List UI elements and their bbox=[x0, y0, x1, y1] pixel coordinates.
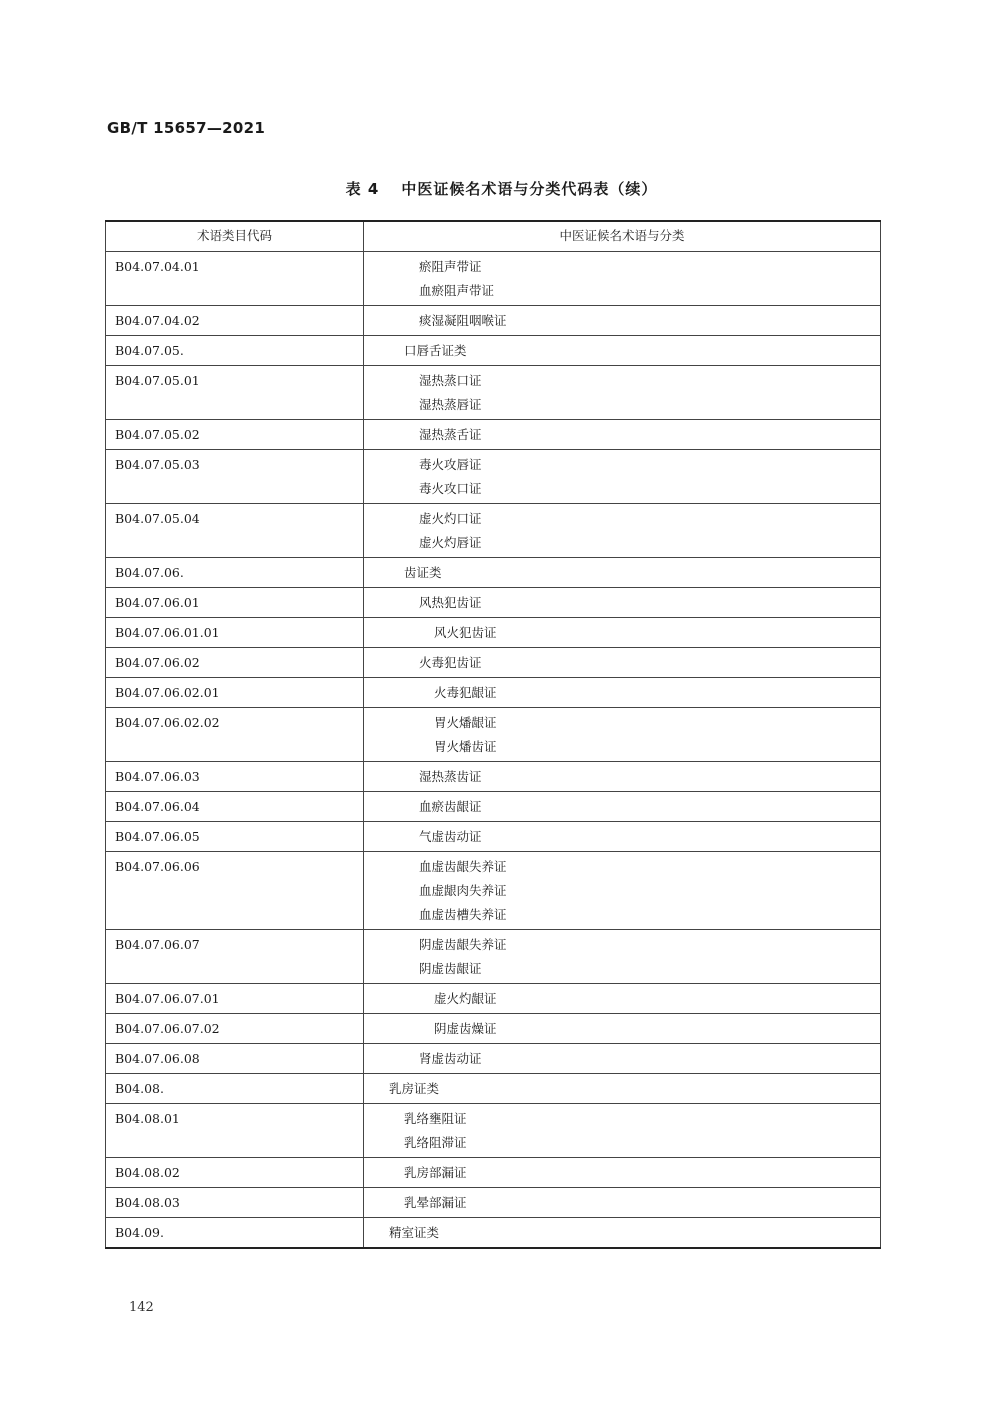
category-code: B04.07.06.04 bbox=[106, 792, 364, 822]
syndrome-term: 肾虚齿动证 bbox=[419, 1051, 482, 1066]
syndrome-term: 乳房部漏证 bbox=[404, 1165, 467, 1180]
syndrome-term: 乳晕部漏证 bbox=[404, 1195, 467, 1210]
syndrome-term: 虚火灼龈证 bbox=[434, 991, 497, 1006]
syndrome-term: 乳络阻滞证 bbox=[404, 1135, 467, 1150]
syndrome-term: 毒火攻唇证 bbox=[419, 457, 482, 472]
term-cell bbox=[364, 504, 881, 558]
term-cell bbox=[364, 366, 881, 420]
syndrome-term: 血虚齿槽失养证 bbox=[419, 907, 507, 922]
category-code: B04.07.06.08 bbox=[106, 1044, 364, 1074]
standard-code: GB/T 15657—2021 bbox=[107, 119, 266, 137]
category-code: B04.07.06. bbox=[106, 558, 364, 588]
term-cell bbox=[364, 336, 881, 366]
table-row bbox=[106, 852, 881, 930]
page-number: 142 bbox=[129, 1300, 154, 1315]
table-row bbox=[106, 930, 881, 984]
syndrome-term: 血瘀阻声带证 bbox=[419, 283, 495, 298]
table-row bbox=[106, 1104, 881, 1158]
category-code: B04.07.05.01 bbox=[106, 366, 364, 420]
syndrome-term: 风火犯齿证 bbox=[434, 625, 497, 640]
term-cell bbox=[364, 792, 881, 822]
term-cell bbox=[364, 762, 881, 792]
syndrome-term: 胃火燔龈证 bbox=[434, 715, 497, 730]
table-row bbox=[106, 708, 881, 762]
syndrome-term: 血虚龈肉失养证 bbox=[419, 883, 507, 898]
term-cell bbox=[364, 822, 881, 852]
syndrome-term: 痰湿凝阻咽喉证 bbox=[419, 313, 507, 328]
syndrome-term: 血虚齿龈失养证 bbox=[419, 859, 507, 874]
syndrome-term: 阴虚齿龈证 bbox=[419, 961, 482, 976]
term-cell bbox=[364, 1074, 881, 1104]
syndrome-term: 湿热蒸齿证 bbox=[419, 769, 482, 784]
table-row bbox=[106, 450, 881, 504]
category-code: B04.07.06.03 bbox=[106, 762, 364, 792]
term-cell bbox=[364, 420, 881, 450]
category-code: B04.08. bbox=[106, 1074, 364, 1104]
table-row bbox=[106, 558, 881, 588]
term-cell bbox=[364, 618, 881, 648]
term-cell bbox=[364, 930, 881, 984]
table-row bbox=[106, 1044, 881, 1074]
table-row bbox=[106, 822, 881, 852]
table-header-row bbox=[106, 221, 881, 252]
category-code: B04.07.04.02 bbox=[106, 306, 364, 336]
category-code: B04.07.06.07 bbox=[106, 930, 364, 984]
column-header-code: 术语类目代码 bbox=[106, 221, 364, 252]
table-number: 表 4 bbox=[345, 180, 380, 198]
syndrome-term: 风热犯齿证 bbox=[419, 595, 482, 610]
code-table bbox=[105, 220, 881, 1249]
table-row bbox=[106, 504, 881, 558]
syndrome-term: 口唇舌证类 bbox=[404, 343, 467, 358]
table-row bbox=[106, 648, 881, 678]
table-row bbox=[106, 252, 881, 306]
table-row bbox=[106, 1218, 881, 1248]
syndrome-term: 乳络壅阻证 bbox=[404, 1111, 467, 1126]
term-cell bbox=[364, 450, 881, 504]
table-row bbox=[106, 366, 881, 420]
syndrome-term: 湿热蒸舌证 bbox=[419, 427, 482, 442]
syndrome-term: 齿证类 bbox=[404, 565, 442, 580]
table-row bbox=[106, 1158, 881, 1188]
syndrome-term: 血瘀齿龈证 bbox=[419, 799, 482, 814]
syndrome-term: 阴虚齿燥证 bbox=[434, 1021, 497, 1036]
category-code: B04.07.04.01 bbox=[106, 252, 364, 306]
category-code: B04.07.06.02 bbox=[106, 648, 364, 678]
syndrome-term: 气虚齿动证 bbox=[419, 829, 482, 844]
category-code: B04.07.06.02.01 bbox=[106, 678, 364, 708]
table-name: 中医证候名术语与分类代码表（续） bbox=[401, 180, 658, 198]
term-cell bbox=[364, 1158, 881, 1188]
syndrome-term: 乳房证类 bbox=[389, 1081, 440, 1096]
category-code: B04.07.05.02 bbox=[106, 420, 364, 450]
category-code: B04.07.05.03 bbox=[106, 450, 364, 504]
term-cell bbox=[364, 252, 881, 306]
table-row bbox=[106, 1074, 881, 1104]
term-cell bbox=[364, 708, 881, 762]
category-code: B04.07.06.07.01 bbox=[106, 984, 364, 1014]
term-cell bbox=[364, 984, 881, 1014]
term-cell bbox=[364, 1104, 881, 1158]
category-code: B04.07.06.01.01 bbox=[106, 618, 364, 648]
term-cell bbox=[364, 1014, 881, 1044]
syndrome-term: 毒火攻口证 bbox=[419, 481, 482, 496]
syndrome-term: 精室证类 bbox=[389, 1225, 440, 1240]
table-row bbox=[106, 984, 881, 1014]
category-code: B04.07.06.02.02 bbox=[106, 708, 364, 762]
category-code: B04.09. bbox=[106, 1218, 364, 1248]
category-code: B04.07.06.07.02 bbox=[106, 1014, 364, 1044]
category-code: B04.08.03 bbox=[106, 1188, 364, 1218]
term-cell bbox=[364, 1044, 881, 1074]
category-code: B04.07.05.04 bbox=[106, 504, 364, 558]
term-cell bbox=[364, 1188, 881, 1218]
table-row bbox=[106, 306, 881, 336]
table-title bbox=[0, 178, 999, 199]
syndrome-term: 虚火灼口证 bbox=[419, 511, 482, 526]
table-row bbox=[106, 336, 881, 366]
syndrome-term: 湿热蒸唇证 bbox=[419, 397, 482, 412]
table-body bbox=[106, 252, 881, 1248]
table-row bbox=[106, 618, 881, 648]
term-cell bbox=[364, 648, 881, 678]
table-row bbox=[106, 762, 881, 792]
category-code: B04.07.05. bbox=[106, 336, 364, 366]
category-code: B04.07.06.06 bbox=[106, 852, 364, 930]
table-row bbox=[106, 678, 881, 708]
syndrome-term: 湿热蒸口证 bbox=[419, 373, 482, 388]
syndrome-term: 胃火燔齿证 bbox=[434, 739, 497, 754]
term-cell bbox=[364, 558, 881, 588]
category-code: B04.08.01 bbox=[106, 1104, 364, 1158]
term-cell bbox=[364, 678, 881, 708]
column-header-term: 中医证候名术语与分类 bbox=[364, 221, 881, 252]
category-code: B04.07.06.01 bbox=[106, 588, 364, 618]
table-row bbox=[106, 792, 881, 822]
term-cell bbox=[364, 306, 881, 336]
syndrome-term: 虚火灼唇证 bbox=[419, 535, 482, 550]
term-cell bbox=[364, 852, 881, 930]
table-row bbox=[106, 420, 881, 450]
syndrome-term: 瘀阻声带证 bbox=[419, 259, 482, 274]
table-row bbox=[106, 1188, 881, 1218]
table-row bbox=[106, 1014, 881, 1044]
term-cell bbox=[364, 1218, 881, 1248]
table-row bbox=[106, 588, 881, 618]
syndrome-term: 火毒犯齿证 bbox=[419, 655, 482, 670]
category-code: B04.08.02 bbox=[106, 1158, 364, 1188]
term-cell bbox=[364, 588, 881, 618]
category-code: B04.07.06.05 bbox=[106, 822, 364, 852]
syndrome-term: 火毒犯龈证 bbox=[434, 685, 497, 700]
syndrome-term: 阴虚齿龈失养证 bbox=[419, 937, 507, 952]
